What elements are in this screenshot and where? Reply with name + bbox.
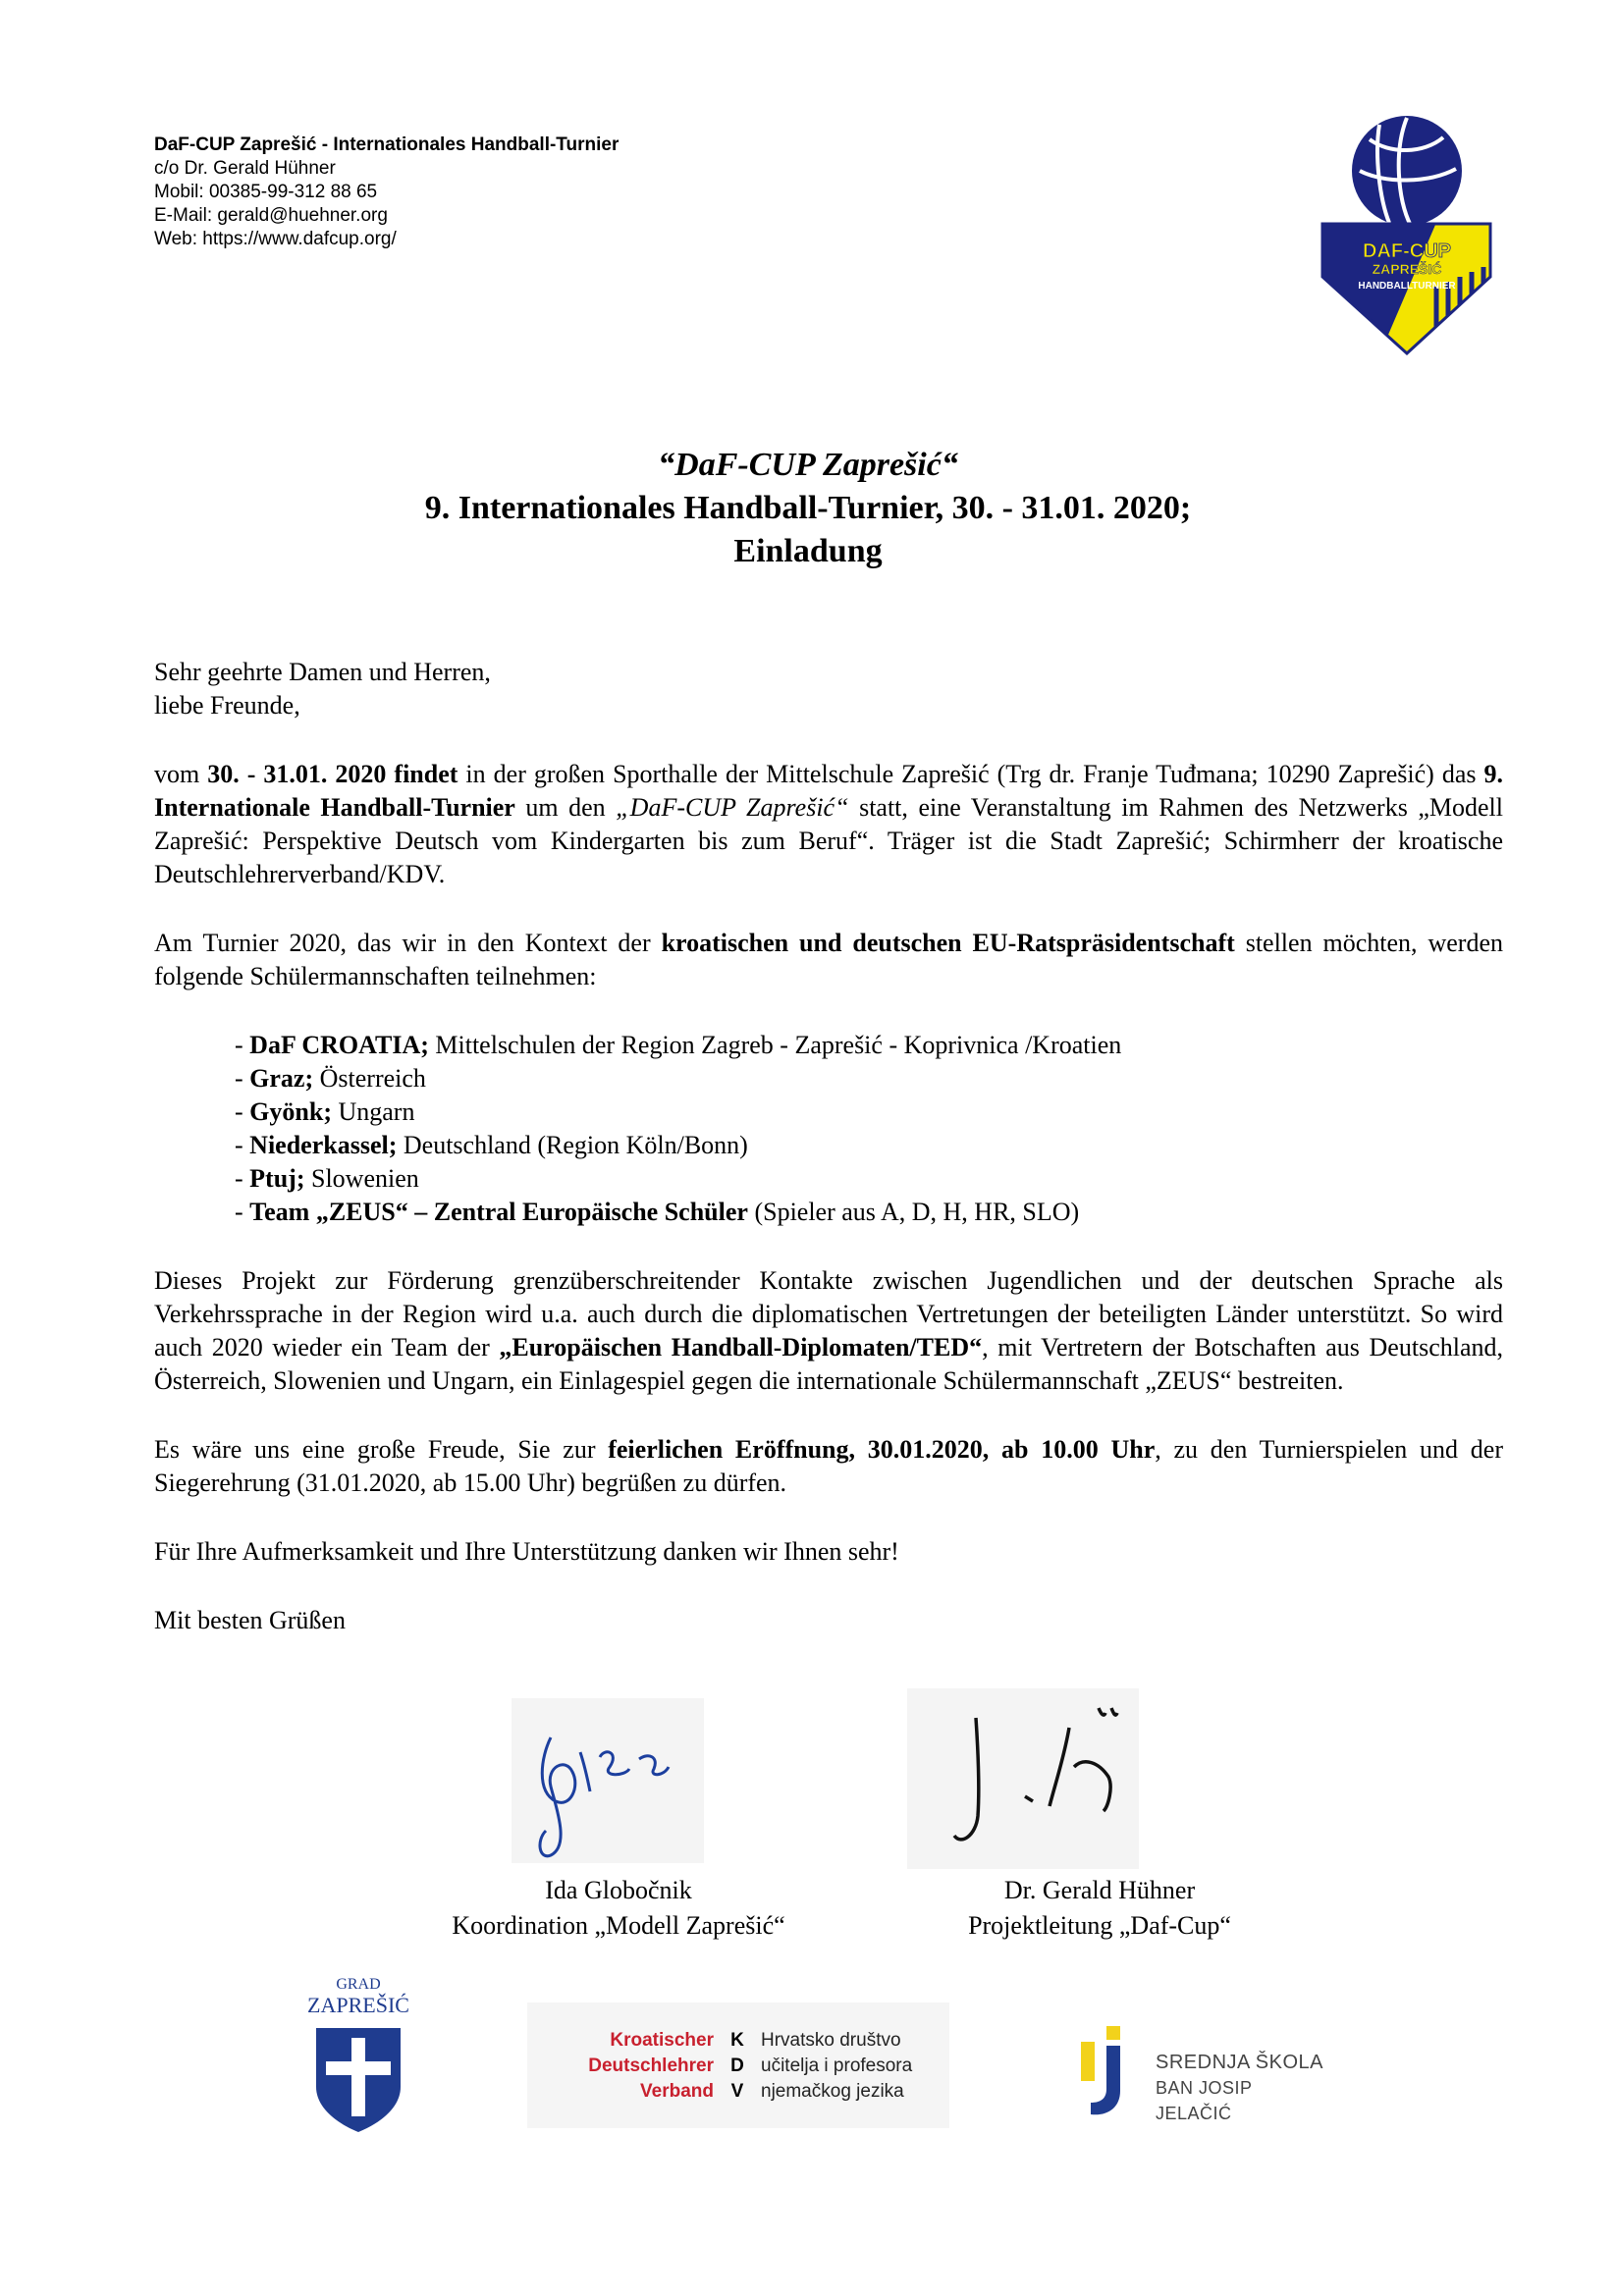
paragraph-project: [154, 1264, 1503, 1398]
text-run: Es wäre uns eine große Freude, Sie zur: [154, 1435, 609, 1464]
team-item: [235, 1129, 1503, 1162]
kdv-logo-croatian: [761, 2028, 947, 2105]
text-run: , zu den Turnierspielen und der Siegerehrung (31.01.2020, ab 15.00 Uhr) begrüßen zu dürfen.: [154, 1435, 1503, 1497]
signature-left: [512, 1698, 704, 1863]
signature-right: [907, 1688, 1139, 1869]
signatory-left: [412, 1873, 825, 1944]
letterhead-org-desc: - Internationales Handball-Turnier: [321, 134, 619, 155]
kdv-logo: [527, 2002, 949, 2128]
grad-logo-line1: GRAD: [336, 1976, 381, 1993]
team-detail: Deutschland (Region Köln/Bonn): [397, 1131, 748, 1159]
team-detail: Mittelschulen der Region Zagreb - Zaprešić - Koprivnica /Kroatien: [428, 1031, 1122, 1059]
italic-run: „DaF-CUP Zaprešić“: [616, 793, 849, 822]
letterhead-org-line: [154, 133, 619, 157]
team-detail: Ungarn: [331, 1097, 415, 1126]
team-name: Gyönk;: [249, 1097, 332, 1126]
text-run: um den: [514, 793, 617, 822]
title-line-tournament: 9. Internationales Handball-Turnier, 30. - 31.01. 2020;: [424, 490, 1192, 526]
team-item: [235, 1162, 1503, 1196]
team-item: [235, 1095, 1503, 1129]
team-name: Niederkassel;: [249, 1131, 398, 1159]
text-run: statt, eine Veranstaltung im Rahmen des Netzwerks „Modell Zaprešić: Perspektive Deutsch vom Kindergarten bis zum Beruf“. Träger ist die Stadt Zaprešić; Schirmherr der kroatische Deutschlehrerverband/KDV.: [154, 793, 1503, 888]
bold-run: 9. Internationale Handball-Turnier: [154, 760, 1503, 822]
salutation-line2: liebe Freunde,: [154, 691, 300, 720]
text-run: , mit Vertretern der Botschaften aus Deutschland, Österreich, Slowenien und Ungarn, ein Einlagespiel gegen die internationale Schülermannschaft „ZEUS“ bestreiten.: [154, 1333, 1503, 1395]
team-name: Team „ZEUS“ – Zentral Europäische Schüler: [249, 1198, 748, 1226]
list-dash: -: [235, 1131, 250, 1159]
kdv-hr-line: učitelja i profesora: [761, 2056, 913, 2076]
team-name: Ptuj;: [249, 1164, 305, 1193]
letterhead-web: Web: https://www.dafcup.org/: [154, 229, 397, 249]
dafcup-logo-text3: HANDBALLTURNIER: [1358, 281, 1456, 292]
list-dash: -: [235, 1097, 250, 1126]
grad-logo-line2: ZAPREŠIĆ: [307, 1993, 409, 2017]
kdv-letter: D: [730, 2056, 744, 2076]
kdv-letter: K: [730, 2030, 744, 2051]
kdv-logo-german: [539, 2028, 714, 2105]
document-title: [0, 444, 1616, 573]
kdv-hr-line: Hrvatsko društvo: [761, 2030, 901, 2051]
school-emblem-icon: [1077, 2022, 1146, 2120]
bold-run: kroatischen und deutschen EU-Ratspräsidentschaft: [661, 929, 1235, 957]
list-dash: -: [235, 1064, 250, 1093]
letterhead-co: c/o Dr. Gerald Hühner: [154, 158, 336, 179]
paragraph-thanks: Für Ihre Aufmerksamkeit und Ihre Unterstützung danken wir Ihnen sehr!: [154, 1537, 899, 1566]
text-run: Dieses Projekt zur Förderung grenzüberschreitender Kontakte zwischen Jugendlichen und der deutschen Sprache als Verkehrssprache in der Region wird u.a. auch durch die diplomatischen Vertretungen der beteiligten Länder unterstützt. So wird auch 2020 wieder ein Team der: [154, 1266, 1503, 1362]
team-detail: Österreich: [313, 1064, 426, 1093]
signatory-right-name: Dr. Gerald Hühner: [1003, 1876, 1196, 1904]
kdv-de-line: Verband: [640, 2081, 714, 2102]
letter-body: [154, 656, 1503, 1637]
letterhead-mobile: Mobil: 00385-99-312 88 65: [154, 182, 378, 202]
letterhead-email: E-Mail: gerald@huehner.org: [154, 205, 388, 226]
paragraph-opening: [154, 1433, 1503, 1500]
signatory-right: [893, 1873, 1306, 1944]
team-detail: (Spieler aus A, D, H, HR, SLO): [747, 1198, 1080, 1226]
kdv-letter: V: [730, 2081, 744, 2102]
text-run: stellen möchten, werden folgende Schülermannschaften teilnehmen:: [154, 929, 1503, 990]
dafcup-logo-text1: DAF-CUP: [1363, 240, 1451, 262]
kdv-hr-line: njemačkog jezika: [761, 2081, 904, 2102]
list-dash: -: [235, 1164, 250, 1193]
team-detail: Slowenien: [304, 1164, 419, 1193]
school-name-line2: BAN JOSIP JELAČIĆ: [1156, 2078, 1253, 2123]
bold-run: feierlichen Eröffnung, 30.01.2020, ab 10.00 Uhr: [608, 1435, 1156, 1464]
text-run: in der großen Sporthalle der Mittelschule Zaprešić (Trg dr. Franje Tuđmana; 10290 Zaprešić) das: [458, 760, 1484, 788]
paragraph-teams-intro: [154, 927, 1503, 993]
kdv-logo-letters: [726, 2028, 749, 2105]
kdv-de-line: Kroatischer: [610, 2030, 714, 2051]
team-list: [154, 1029, 1503, 1229]
dafcup-logo: [1320, 110, 1492, 355]
letterhead: [154, 133, 619, 251]
text-run: vom: [154, 760, 208, 788]
text-run: Am Turnier 2020, das wir in den Kontext der: [154, 929, 662, 957]
signatory-left-name: Ida Globočnik: [545, 1876, 692, 1904]
letterhead-org-name: DaF-CUP Zaprešić: [154, 134, 317, 155]
title-line-cup: “DaF-CUP Zaprešić“: [658, 447, 958, 483]
school-name-line1: SREDNJA ŠKOLA: [1156, 2052, 1324, 2073]
dafcup-logo-text2: ZAPREŠIĆ: [1372, 261, 1442, 277]
list-dash: -: [235, 1198, 250, 1226]
team-name: DaF CROATIA;: [249, 1031, 429, 1059]
team-item: [235, 1196, 1503, 1229]
bold-run: 30. - 31.01. 2020 findet: [207, 760, 458, 788]
school-logo: [1077, 2022, 1332, 2123]
title-line-invitation: Einladung: [733, 533, 883, 569]
closing: Mit besten Grüßen: [154, 1606, 346, 1634]
signatory-left-role: Koordination „Modell Zaprešić“: [452, 1911, 785, 1940]
kdv-de-line: Deutschlehrer: [588, 2056, 714, 2076]
bold-run: „Europäischen Handball-Diplomaten/TED“: [499, 1333, 983, 1362]
school-logo-text: [1156, 2050, 1332, 2126]
team-name: Graz;: [249, 1064, 314, 1093]
grad-zapresic-logo: [295, 1971, 422, 2134]
list-dash: -: [235, 1031, 250, 1059]
paragraph-intro: [154, 758, 1503, 891]
handball-icon: [1352, 116, 1462, 226]
salutation-line1: Sehr geehrte Damen und Herren,: [154, 658, 491, 686]
signatory-right-role: Projektleitung „Daf-Cup“: [968, 1911, 1231, 1940]
team-item: [235, 1062, 1503, 1095]
team-item: [235, 1029, 1503, 1062]
